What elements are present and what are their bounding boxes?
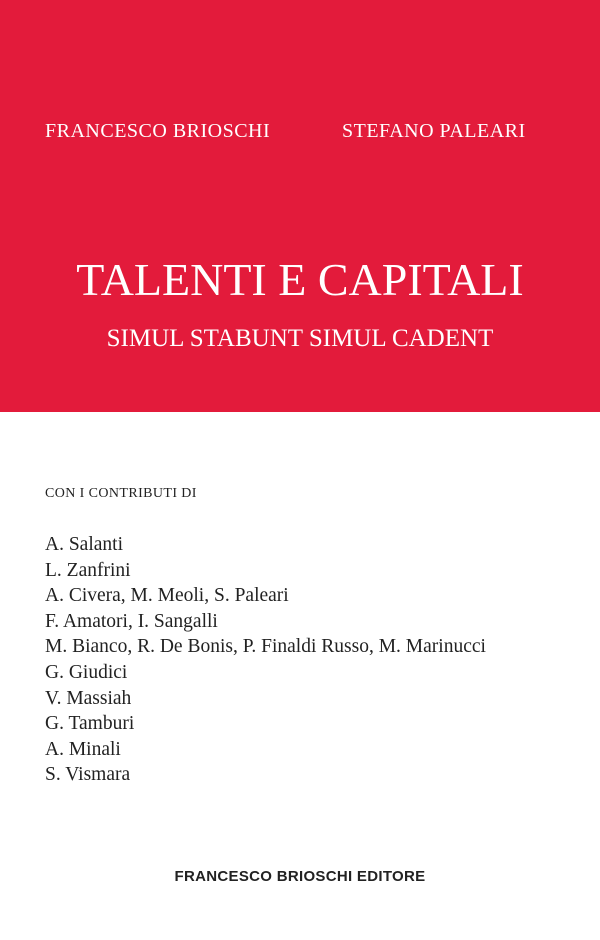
contributor-item: F. Amatori, I. Sangalli	[45, 610, 218, 632]
contributor-item: V. Massiah	[45, 687, 132, 709]
contributor-item: A. Civera, M. Meoli, S. Paleari	[45, 585, 289, 607]
contributor-item: G. Tamburi	[45, 713, 135, 735]
publisher-name: FRANCESCO BRIOSCHI EDITORE	[174, 868, 426, 885]
author-name: STEFANO PALEARI	[342, 120, 526, 142]
contributor-item: A. Minali	[45, 738, 121, 760]
contributor-item: A. Salanti	[45, 534, 123, 555]
contributor-item: M. Bianco, R. De Bonis, P. Finaldi Russo, M. Marinucci	[45, 636, 486, 658]
contributors-list	[45, 532, 486, 788]
book-title: TALENTI E CAPITALI	[76, 254, 524, 305]
contributor-item: S. Vismara	[45, 764, 131, 786]
red-title-band	[0, 0, 600, 412]
contributor-item: L. Zanfrini	[45, 559, 131, 581]
contributions-heading: CON I CONTRIBUTI DI	[45, 486, 197, 501]
contributor-item: G. Giudici	[45, 661, 128, 683]
author-name: FRANCESCO BRIOSCHI	[45, 120, 271, 142]
book-subtitle: SIMUL STABUNT SIMUL CADENT	[106, 325, 494, 352]
